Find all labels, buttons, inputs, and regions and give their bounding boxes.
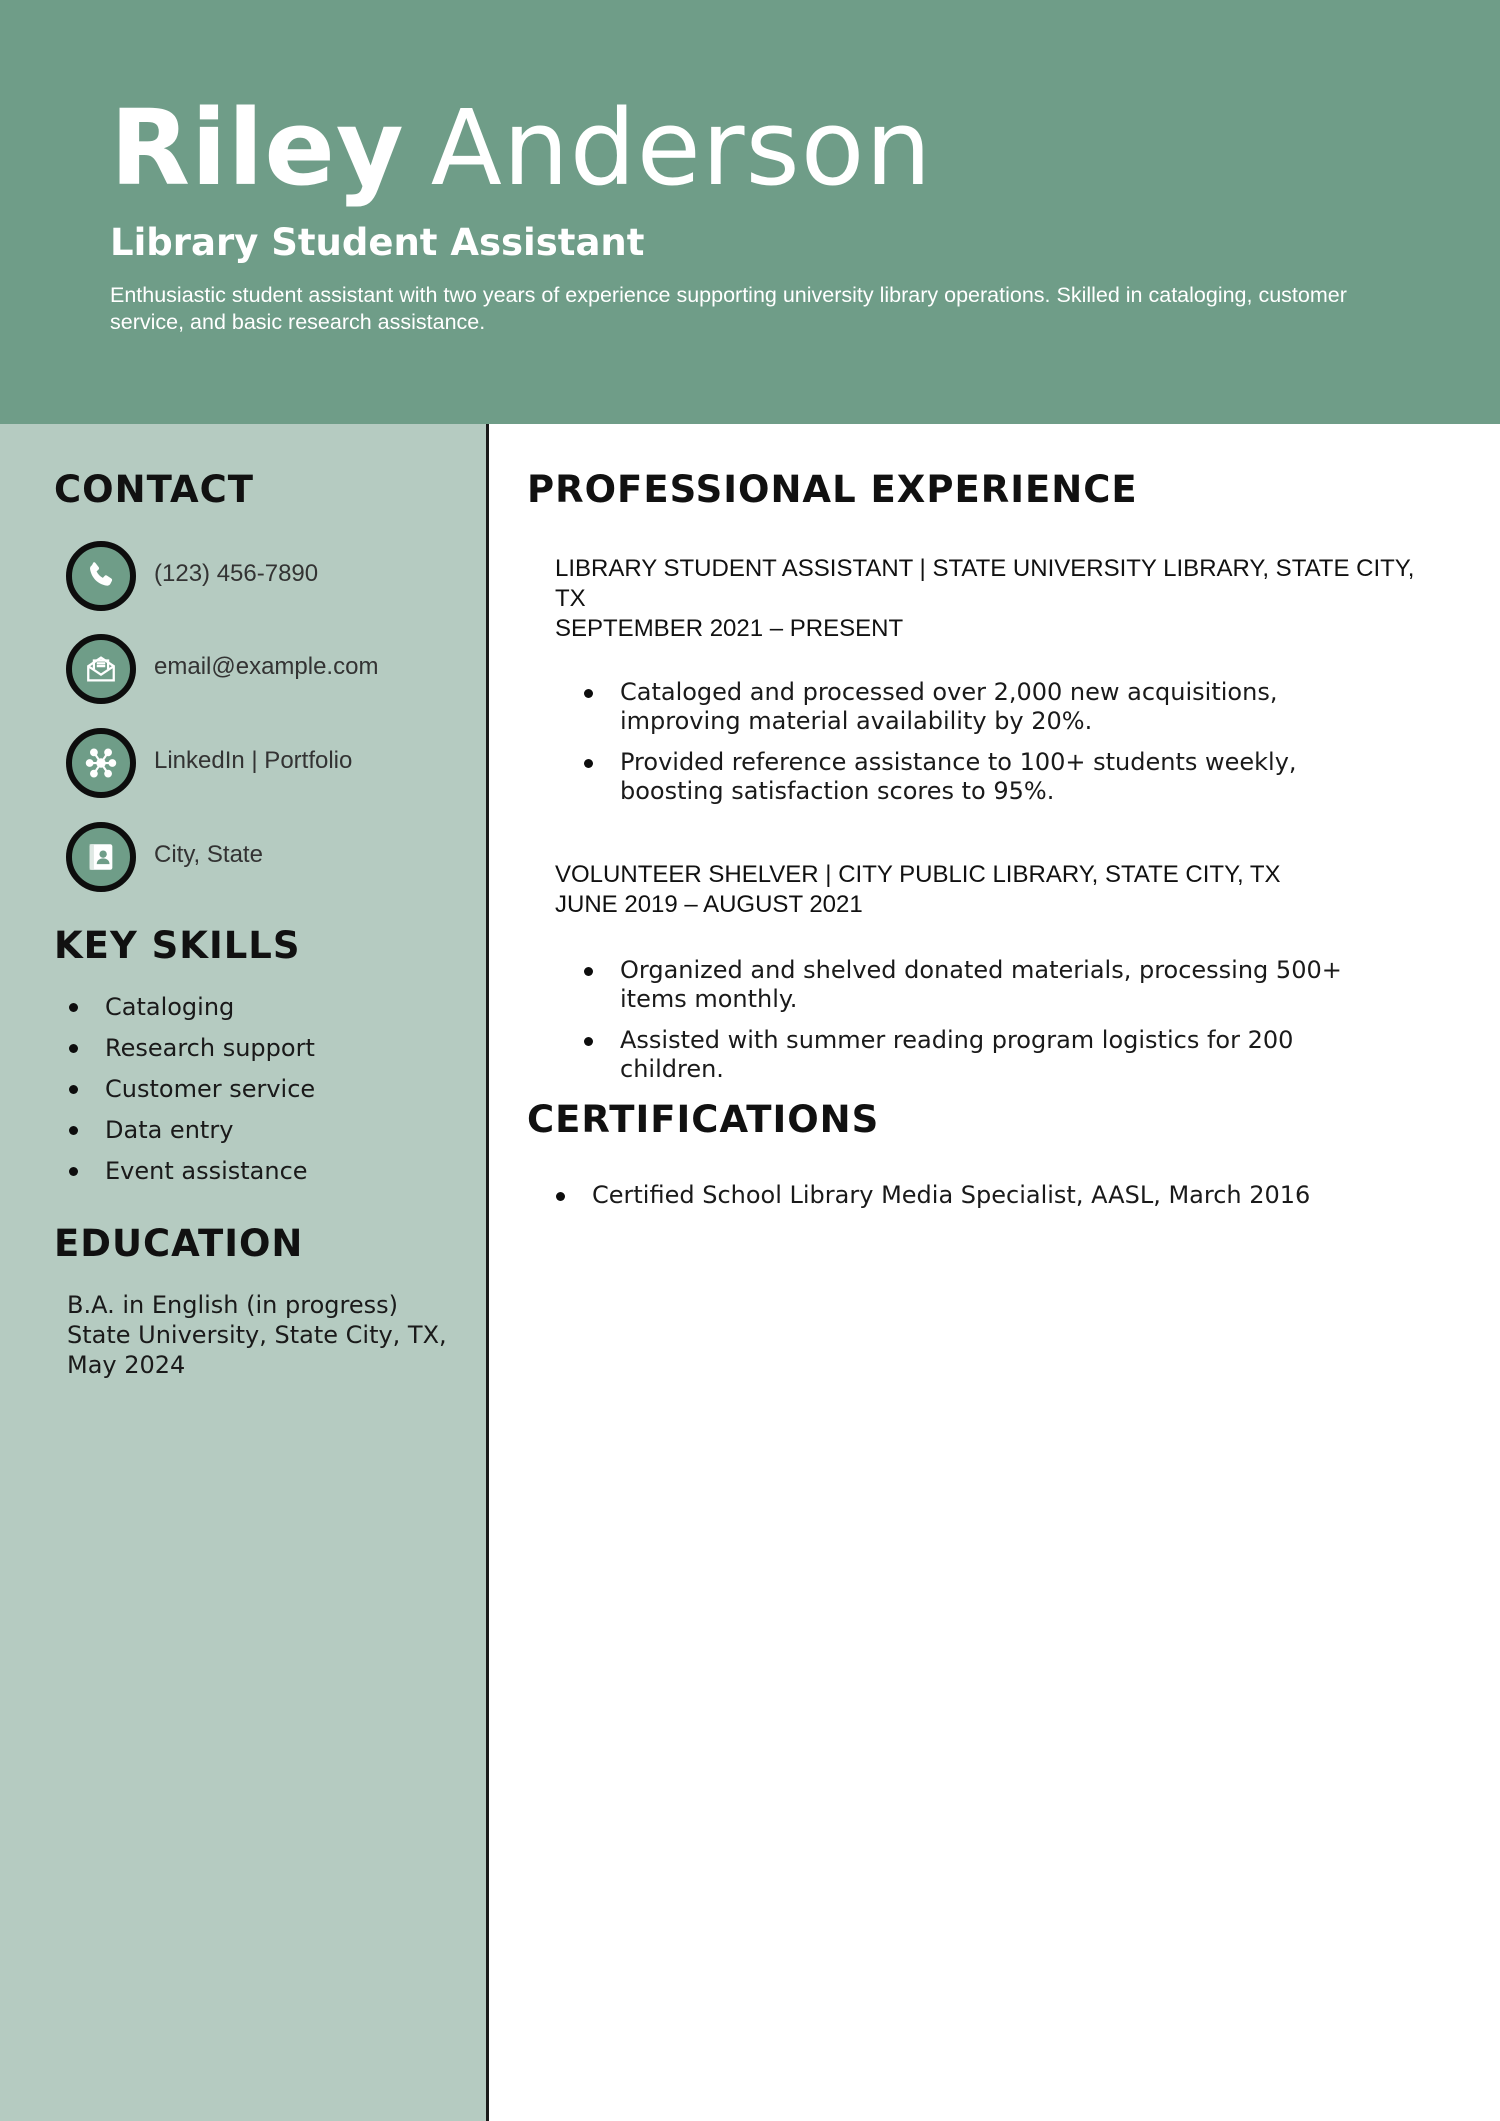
phone-icon [66,541,136,611]
job-role: VOLUNTEER SHELVER | CITY PUBLIC LIBRARY, STATE CITY, TX [555,861,1281,888]
first-name: Riley [110,87,405,209]
job-title: Library Student Assistant [110,221,645,264]
job-bullet: Cataloged and processed over 2,000 new acquisitions, improving material availability by 20%. [583,678,1363,736]
email-icon [66,634,136,704]
contact-heading: CONTACT [54,468,254,511]
skill-item: Research support [66,1033,315,1074]
sidebar [0,424,489,2121]
education-school: State University, State City, TX, [67,1321,447,1349]
job-dates: SEPTEMBER 2021 – PRESENT [555,615,904,642]
job-bullets [583,678,1363,818]
education-date: May 2024 [67,1351,186,1379]
address-book-icon [66,822,136,892]
job-entry [555,554,1415,644]
job-role: LIBRARY STUDENT ASSISTANT | STATE UNIVERSITY LIBRARY, STATE CITY, TX [555,555,1415,612]
summary: Enthusiastic student assistant with two years of experience supporting university library operations. Skilled in cataloging, customer service, and basic research assistance. [110,283,1347,334]
certification-item: Certified School Library Media Specialist, AASL, March 2016 [555,1181,1335,1210]
education-degree: B.A. in English (in progress) [67,1291,398,1319]
certifications-list [555,1181,1335,1222]
skills-heading: KEY SKILLS [54,924,301,967]
education-entry [67,1290,447,1380]
network-icon [66,728,136,798]
job-bullet: Assisted with summer reading program logistics for 200 children. [583,1026,1363,1084]
job-dates: JUNE 2019 – AUGUST 2021 [555,891,863,918]
resume-header [0,0,1500,424]
education-heading: EDUCATION [54,1222,304,1265]
contact-email [66,634,466,706]
job-bullets [583,956,1363,1096]
certifications-heading: CERTIFICATIONS [527,1098,880,1141]
experience-heading: PROFESSIONAL EXPERIENCE [527,468,1138,511]
skill-item: Customer service [66,1074,315,1115]
contact-location-text: City, State [154,841,263,868]
skill-item: Data entry [66,1115,315,1156]
contact-location [66,822,466,894]
skill-item: Event assistance [66,1156,315,1197]
job-bullet: Provided reference assistance to 100+ students weekly, boosting satisfaction scores to 95%. [583,748,1363,806]
contact-phone-text: (123) 456-7890 [154,560,319,587]
skill-item: Cataloging [66,992,315,1033]
contact-links-text: LinkedIn | Portfolio [154,747,353,774]
job-entry [555,860,1415,920]
contact-links [66,728,466,800]
last-name: Anderson [430,87,933,209]
contact-email-text: email@example.com [154,653,379,680]
contact-phone [66,541,466,613]
job-bullet: Organized and shelved donated materials, processing 500+ items monthly. [583,956,1363,1014]
full-name [110,88,932,208]
skills-list [66,992,315,1197]
